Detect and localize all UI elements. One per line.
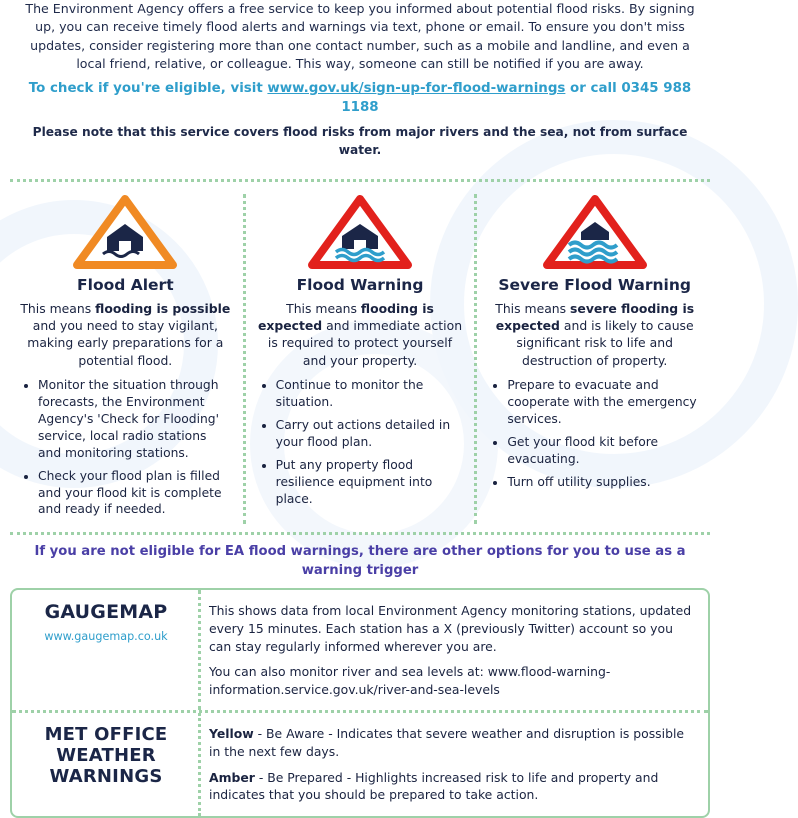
card-description bbox=[256, 300, 465, 368]
card-flood-warning bbox=[243, 194, 478, 524]
level-text: - Be Prepared - Highlights increased risk to life and property and indicates that you should be prepared to take action. bbox=[209, 769, 659, 803]
intro-section bbox=[0, 0, 720, 173]
desc-lead: This means bbox=[20, 301, 96, 317]
desc-lead: This means bbox=[286, 301, 361, 317]
eligibility-phone: 0345 988 1188 bbox=[341, 81, 692, 116]
source-name-cell bbox=[12, 713, 198, 799]
warning-level-yellow bbox=[209, 725, 696, 760]
list-item: • Carry out actions detailed in your flood plan. bbox=[276, 417, 465, 451]
flood-warning-sign bbox=[308, 195, 412, 271]
eligibility-mid: or call bbox=[565, 81, 622, 96]
desc-bold: flooding is expected bbox=[257, 301, 434, 334]
level-label: Amber bbox=[209, 769, 255, 785]
list-item: • Monitor the situation through forecasts, the Environment Agency's 'Check for Flooding' service, local radio stations and monitoring stations. bbox=[38, 377, 233, 462]
source-url[interactable]: www.gaugemap.co.uk bbox=[44, 630, 168, 644]
list-item: • Turn off utility supplies. bbox=[507, 474, 702, 491]
card-bullets bbox=[18, 377, 233, 519]
severe-flood-warning-sign-wrap bbox=[487, 194, 702, 272]
source-description-cell bbox=[198, 713, 708, 815]
card-severe-flood-warning bbox=[477, 194, 712, 524]
desc-lead: This means bbox=[495, 301, 571, 317]
other-options-heading: If you are not eligible for EA flood warnings, there are other options for you to use as a warning trigger bbox=[34, 544, 686, 578]
alternative-sources-table bbox=[10, 588, 710, 817]
source-description-cell bbox=[198, 590, 708, 710]
gov-uk-link[interactable]: www.gov.uk/sign-up-for-flood-warnings bbox=[267, 81, 566, 96]
section-divider bbox=[10, 532, 710, 535]
card-bullets bbox=[256, 377, 465, 508]
warning-level-amber bbox=[209, 769, 696, 804]
level-label: Yellow bbox=[209, 726, 254, 742]
intro-paragraph: The Environment Agency offers a free service to keep you informed about potential flood risks. By signing up, you can receive timely flood alerts and warnings via text, phone or email. To ensure you don't miss updates, consider registering more than one contact number, such as a mobile and landline, and even a local friend, relative, or colleague. This way, someone can still be notified if you are away. bbox=[25, 1, 695, 71]
source-name: MET OFFICE WEATHER WARNINGS bbox=[44, 724, 168, 787]
flood-warning-sign-wrap bbox=[256, 194, 465, 272]
card-bullets bbox=[487, 377, 702, 491]
card-title: Flood Warning bbox=[296, 276, 424, 295]
source-name-cell bbox=[12, 590, 198, 655]
list-item: • Put any property flood resilience equipment into place. bbox=[276, 457, 465, 508]
desc-tail: and immediate action is required to protect yourself and your property. bbox=[267, 318, 463, 368]
desc-bold: flooding is possible bbox=[95, 301, 231, 317]
card-description bbox=[18, 300, 233, 368]
desc-bold: severe flooding is expected bbox=[495, 301, 695, 334]
list-item: • Get your flood kit before evacuating. bbox=[507, 434, 702, 468]
source-description-paragraph: This shows data from local Environment Agency monitoring stations, updated every 15 minutes. Each station has a X (previously Twitter) account so you can stay regularly informed wherever you are. bbox=[209, 603, 692, 654]
table-row bbox=[12, 590, 708, 710]
severe-flood-warning-sign bbox=[543, 195, 647, 271]
eligibility-line bbox=[16, 79, 704, 118]
section-divider bbox=[10, 179, 710, 182]
level-text: - Be Aware - Indicates that severe weather and disruption is possible in the next few days. bbox=[209, 726, 685, 760]
list-item: • Continue to monitor the situation. bbox=[276, 377, 465, 411]
source-description-paragraph: You can also monitor river and sea levels at: www.flood-warning-information.service.gov.uk/river-and-sea-levels bbox=[209, 664, 611, 697]
card-title: Flood Alert bbox=[77, 276, 174, 295]
table-row bbox=[12, 710, 708, 815]
warning-levels-cards bbox=[0, 188, 720, 526]
desc-tail: and you need to stay vigilant, making early preparations for a potential flood. bbox=[27, 318, 224, 368]
list-item: • Prepare to evacuate and cooperate with the emergency services. bbox=[507, 377, 702, 428]
service-coverage-note: Please note that this service covers flood risks from major rivers and the sea, not from surface water. bbox=[32, 124, 688, 157]
card-description bbox=[487, 300, 702, 368]
eligibility-prefix: To check if you're eligible, visit bbox=[28, 81, 268, 96]
list-item: • Check your flood plan is filled and your flood kit is complete and ready if needed. bbox=[38, 468, 233, 519]
desc-tail: and is likely to cause significant risk to life and destruction of property. bbox=[516, 318, 694, 368]
card-flood-alert bbox=[8, 194, 243, 524]
source-name: GAUGEMAP bbox=[44, 601, 168, 624]
flood-alert-sign bbox=[73, 195, 177, 271]
flood-alert-sign-wrap bbox=[18, 194, 233, 272]
card-title: Severe Flood Warning bbox=[498, 276, 692, 295]
